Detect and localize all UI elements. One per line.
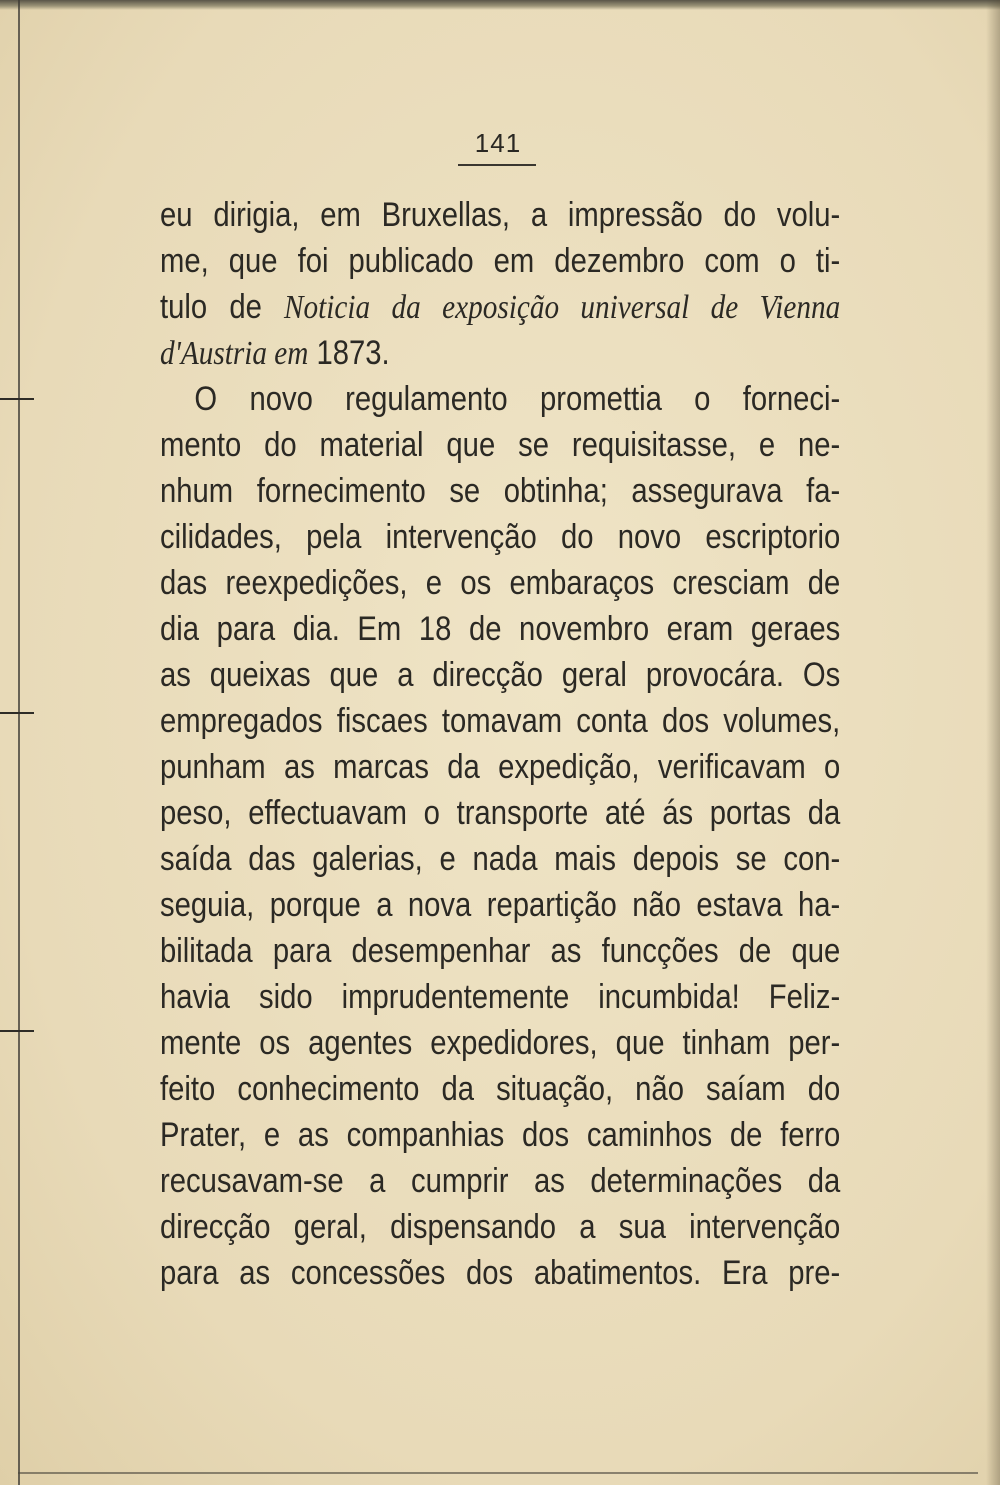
text-line: saída das galerias, e nada mais depois se con- (160, 840, 841, 878)
book-title-italic: d'Austria em (160, 335, 309, 372)
text-line: O novo regulamento promettia o forneci- (194, 380, 841, 418)
text-line: nhum fornecimento se obtinha; assegurava fa- (160, 472, 841, 510)
text-line: havia sido imprudentemente incumbida! Feliz- (160, 978, 841, 1016)
text-line-suffix: 1873. (308, 334, 390, 372)
page-right-shadow (986, 0, 1000, 1485)
page-number: 141 (474, 128, 522, 158)
text-line: recusavam-se a cumprir as determinações da (160, 1162, 841, 1200)
text-line: para as concessões dos abatimentos. Era pre- (160, 1254, 841, 1292)
text-line: peso, effectuavam o transporte até ás portas da (160, 794, 841, 832)
body-text (160, 192, 840, 1296)
text-line: me, que foi publicado em dezembro com o ti- (160, 242, 841, 280)
gutter-tick-mark (0, 1030, 34, 1032)
text-line: eu dirigia, em Bruxellas, a impressão do volu- (160, 196, 841, 234)
text-line: as queixas que a direcção geral provocára. Os (160, 656, 841, 694)
text-line: cilidades, pela intervenção do novo escriptorio (160, 518, 841, 556)
text-line: dia para dia. Em 18 de novembro eram geraes (160, 610, 841, 648)
text-line: bilitada para desempenhar as funcções de que (160, 932, 841, 970)
binding-gutter-line (18, 0, 20, 1485)
text-line: feito conhecimento da situação, não saíam do (160, 1070, 841, 1108)
page-number-rule (458, 164, 536, 166)
text-line: das reexpedições, e os embaraços cresciam de (160, 564, 841, 602)
book-title-italic: Noticia da exposição universal de Vienna (284, 289, 841, 326)
text-line: punham as marcas da expedição, verificavam o (160, 748, 841, 786)
text-line: mente os agentes expedidores, que tinham per- (160, 1024, 841, 1062)
gutter-tick-mark (0, 398, 34, 400)
page-bottom-edge (18, 1472, 978, 1474)
text-line: Prater, e as companhias dos caminhos de ferro (160, 1116, 841, 1154)
text-line: empregados fiscaes tomavam conta dos volumes, (160, 702, 841, 740)
text-line: mento do material que se requisitasse, e ne- (160, 426, 841, 464)
text-line-prefix: tulo de (160, 288, 285, 326)
gutter-tick-mark (0, 712, 34, 714)
text-line (160, 284, 840, 330)
text-line: direcção geral, dispensando a sua intervenção (160, 1208, 841, 1246)
page-top-edge (0, 0, 1000, 10)
text-line (160, 330, 840, 376)
text-line: seguia, porque a nova repartição não estava ha- (160, 886, 841, 924)
